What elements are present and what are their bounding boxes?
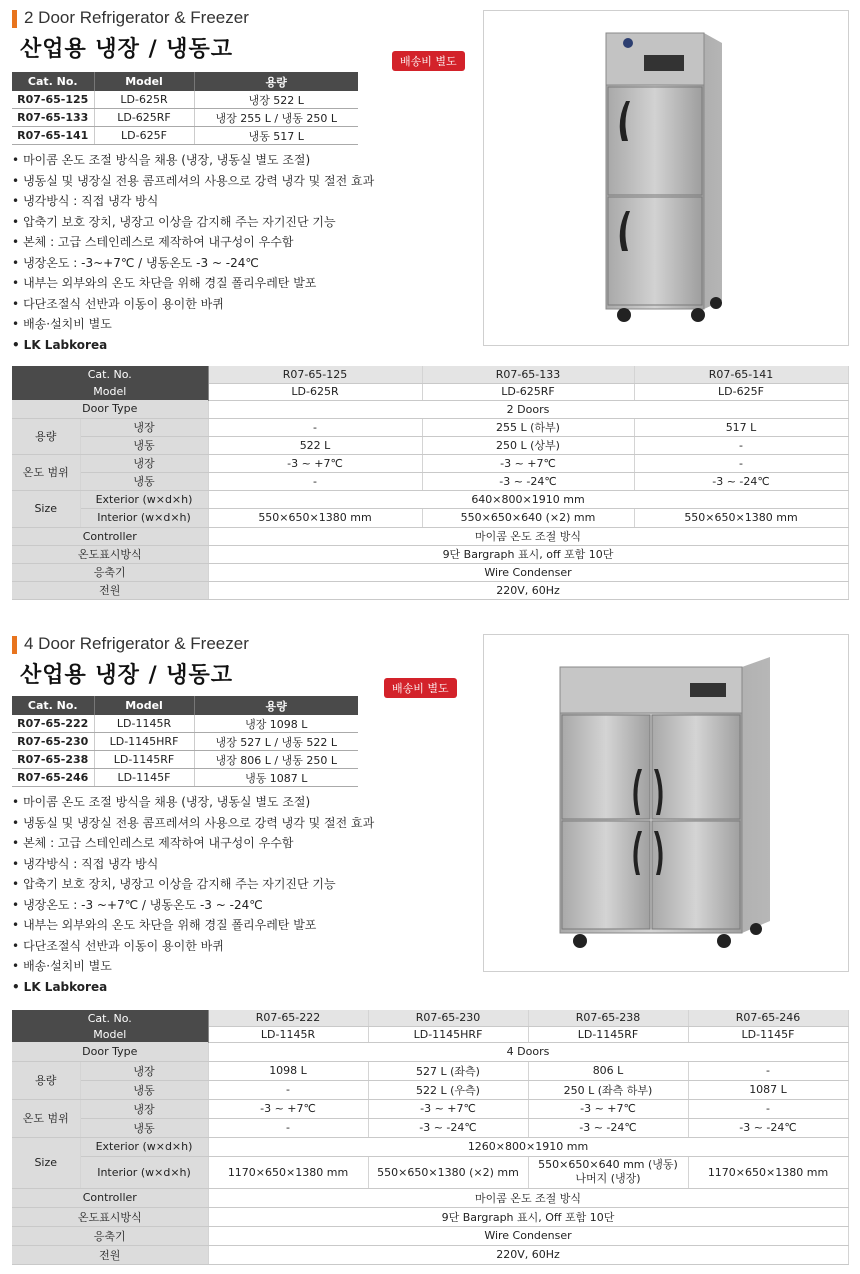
list-item: • 다단조절식 선반과 이동이 용이한 바퀴 bbox=[12, 294, 374, 315]
model-cell: LD-1145HRF bbox=[94, 733, 194, 751]
list-item: • 냉장온도 : -3~+7℃ / 냉동온도 -3 ~ -24℃ bbox=[12, 253, 374, 274]
spec-label-size: Size bbox=[12, 490, 80, 527]
spec-header-cat: Cat. No. bbox=[12, 366, 208, 383]
spec-door-type: 2 Doors bbox=[208, 400, 848, 418]
spec-cat-no: R07-65-133 bbox=[422, 366, 634, 383]
spec-cell: - bbox=[634, 454, 848, 472]
model-cell: LD-625RF bbox=[94, 109, 194, 127]
spec-label-condenser: 응축기 bbox=[12, 1226, 208, 1245]
section-title-en: 4 Door Refrigerator & Freezer bbox=[24, 634, 249, 653]
spec-cell: - bbox=[634, 436, 848, 454]
spec-header-model: Model bbox=[12, 1026, 208, 1042]
spec-cell: -3 ~ +7℃ bbox=[422, 454, 634, 472]
table-row bbox=[12, 769, 358, 787]
spec-sub-exterior: Exterior (w×d×h) bbox=[80, 1137, 208, 1156]
spec-label-power: 전원 bbox=[12, 581, 208, 599]
spec-label-temp: 온도 범위 bbox=[12, 1099, 80, 1137]
list-item: • LK Labkorea bbox=[12, 977, 374, 998]
cat-no-cell: R07-65-230 bbox=[12, 733, 94, 751]
shipping-badge: 배송비 별도 bbox=[384, 678, 457, 698]
spec-sub-cool: 냉장 bbox=[80, 418, 208, 436]
cat-no-cell: R07-65-133 bbox=[12, 109, 94, 127]
model-summary-table bbox=[12, 696, 358, 787]
product-photo-frame bbox=[483, 634, 849, 972]
spec-power: 220V, 60Hz bbox=[208, 581, 848, 599]
spec-sub-interior: Interior (w×d×h) bbox=[80, 1156, 208, 1188]
spec-controller: 마이콤 온도 조절 방식 bbox=[208, 527, 848, 545]
spec-label-door-type: Door Type bbox=[12, 1042, 208, 1061]
four-door-fridge-image bbox=[484, 635, 848, 971]
capacity-cell: 냉장 527 L / 냉동 522 L bbox=[194, 733, 358, 751]
spec-exterior: 1260×800×1910 mm bbox=[208, 1137, 848, 1156]
list-item: • 냉각방식 : 직접 냉각 방식 bbox=[12, 191, 374, 212]
spec-cell: - bbox=[208, 1118, 368, 1137]
table-row bbox=[12, 91, 358, 109]
spec-table bbox=[12, 1010, 849, 1265]
spec-condenser: Wire Condenser bbox=[208, 563, 848, 581]
spec-sub-freeze: 냉동 bbox=[80, 1118, 208, 1137]
list-item: • 본체 : 고급 스테인레스로 제작하여 내구성이 우수함 bbox=[12, 232, 374, 253]
col-header: Cat. No. bbox=[12, 696, 94, 715]
spec-cell: 1098 L bbox=[208, 1061, 368, 1080]
spec-cat-no: R07-65-246 bbox=[688, 1010, 848, 1026]
spec-sub-freeze: 냉동 bbox=[80, 436, 208, 454]
spec-cell: - bbox=[208, 1080, 368, 1099]
cat-no-cell: R07-65-125 bbox=[12, 91, 94, 109]
spec-cell: -3 ~ -24℃ bbox=[528, 1118, 688, 1137]
spec-label-display: 온도표시방식 bbox=[12, 545, 208, 563]
spec-cell: 1170×650×1380 mm bbox=[208, 1156, 368, 1188]
list-item: • 내부는 외부와의 온도 차단을 위해 경질 폴리우레탄 발포 bbox=[12, 915, 374, 936]
spec-cat-no: R07-65-222 bbox=[208, 1010, 368, 1026]
spec-cat-no: R07-65-125 bbox=[208, 366, 422, 383]
spec-cell: -3 ~ -24℃ bbox=[422, 472, 634, 490]
capacity-cell: 냉동 517 L bbox=[194, 127, 358, 145]
table-row bbox=[12, 109, 358, 127]
spec-exterior: 640×800×1910 mm bbox=[208, 490, 848, 508]
spec-cell: 517 L bbox=[634, 418, 848, 436]
spec-cell: 550×650×640 (×2) mm bbox=[422, 508, 634, 527]
spec-cell: - bbox=[208, 472, 422, 490]
spec-cell: -3 ~ +7℃ bbox=[208, 1099, 368, 1118]
list-item: • 냉장온도 : -3 ~+7℃ / 냉동온도 -3 ~ -24℃ bbox=[12, 895, 374, 916]
spec-power: 220V, 60Hz bbox=[208, 1245, 848, 1264]
spec-cell: 522 L (우측) bbox=[368, 1080, 528, 1099]
spec-cell: -3 ~ +7℃ bbox=[528, 1099, 688, 1118]
cat-no-cell: R07-65-238 bbox=[12, 751, 94, 769]
feature-list bbox=[12, 792, 374, 997]
shipping-badge: 배송비 별도 bbox=[392, 51, 465, 71]
list-item: • 냉동실 및 냉장실 전용 콤프레셔의 사용으로 강력 냉각 및 절전 효과 bbox=[12, 171, 374, 192]
col-header: Model bbox=[94, 72, 194, 91]
model-summary-table bbox=[12, 72, 358, 145]
spec-display: 9단 Bargraph 표시, off 포함 10단 bbox=[208, 545, 848, 563]
spec-label-temp: 온도 범위 bbox=[12, 454, 80, 490]
spec-cell: 527 L (좌측) bbox=[368, 1061, 528, 1080]
col-header: 용량 bbox=[194, 72, 358, 91]
spec-cat-no: R07-65-238 bbox=[528, 1010, 688, 1026]
spec-cell: 1087 L bbox=[688, 1080, 848, 1099]
spec-cell: 550×650×1380 mm bbox=[634, 508, 848, 527]
spec-label-capacity: 용량 bbox=[12, 418, 80, 454]
spec-header-cat: Cat. No. bbox=[12, 1010, 208, 1026]
spec-cell: 806 L bbox=[528, 1061, 688, 1080]
section-title-en: 2 Door Refrigerator & Freezer bbox=[24, 8, 249, 27]
product-photo-frame bbox=[483, 10, 849, 346]
spec-label-display: 온도표시방식 bbox=[12, 1207, 208, 1226]
capacity-cell: 냉동 1087 L bbox=[194, 769, 358, 787]
spec-cell: 550×650×1380 mm bbox=[208, 508, 422, 527]
list-item: • 냉각방식 : 직접 냉각 방식 bbox=[12, 854, 374, 875]
spec-cell: 250 L (좌측 하부) bbox=[528, 1080, 688, 1099]
section-4-door bbox=[0, 626, 860, 1274]
model-cell: LD-625F bbox=[94, 127, 194, 145]
cat-no-cell: R07-65-246 bbox=[12, 769, 94, 787]
spec-sub-interior: Interior (w×d×h) bbox=[80, 508, 208, 527]
spec-cell: - bbox=[688, 1099, 848, 1118]
spec-header-model: Model bbox=[12, 383, 208, 400]
spec-label-capacity: 용량 bbox=[12, 1061, 80, 1099]
spec-model: LD-1145R bbox=[208, 1026, 368, 1042]
spec-cell: -3 ~ +7℃ bbox=[368, 1099, 528, 1118]
spec-cell: -3 ~ +7℃ bbox=[208, 454, 422, 472]
spec-sub-freeze: 냉동 bbox=[80, 1080, 208, 1099]
spec-sub-cool: 냉장 bbox=[80, 454, 208, 472]
spec-cell: 250 L (상부) bbox=[422, 436, 634, 454]
spec-label-door-type: Door Type bbox=[12, 400, 208, 418]
spec-sub-cool: 냉장 bbox=[80, 1099, 208, 1118]
spec-cat-no: R07-65-230 bbox=[368, 1010, 528, 1026]
table-row bbox=[12, 715, 358, 733]
col-header: Model bbox=[94, 696, 194, 715]
spec-model: LD-625F bbox=[634, 383, 848, 400]
spec-cell: -3 ~ -24℃ bbox=[634, 472, 848, 490]
spec-condenser: Wire Condenser bbox=[208, 1226, 848, 1245]
spec-model: LD-1145F bbox=[688, 1026, 848, 1042]
spec-cell: 550×650×1380 (×2) mm bbox=[368, 1156, 528, 1188]
spec-interior-line: 나머지 (냉장) bbox=[575, 1172, 641, 1185]
section-title-ko: 산업용 냉장 / 냉동고 bbox=[20, 37, 234, 62]
spec-sub-exterior: Exterior (w×d×h) bbox=[80, 490, 208, 508]
spec-model: LD-625R bbox=[208, 383, 422, 400]
section-2-door bbox=[0, 0, 860, 610]
table-row bbox=[12, 751, 358, 769]
model-cell: LD-625R bbox=[94, 91, 194, 109]
section-accent-bar bbox=[12, 10, 17, 28]
list-item: • 마이콤 온도 조절 방식을 채용 (냉장, 냉동실 별도 조절) bbox=[12, 150, 374, 171]
list-item: • 다단조절식 선반과 이동이 용이한 바퀴 bbox=[12, 936, 374, 957]
cat-no-cell: R07-65-222 bbox=[12, 715, 94, 733]
list-item: • 내부는 외부와의 온도 차단을 위해 경질 폴리우레탄 발포 bbox=[12, 273, 374, 294]
capacity-cell: 냉장 806 L / 냉동 250 L bbox=[194, 751, 358, 769]
section-accent-bar bbox=[12, 636, 17, 654]
capacity-cell: 냉장 255 L / 냉동 250 L bbox=[194, 109, 358, 127]
list-item: • 배송·설치비 별도 bbox=[12, 956, 374, 977]
list-item: • 본체 : 고급 스테인레스로 제작하여 내구성이 우수함 bbox=[12, 833, 374, 854]
spec-model: LD-625RF bbox=[422, 383, 634, 400]
cat-no-cell: R07-65-141 bbox=[12, 127, 94, 145]
list-item: • LK Labkorea bbox=[12, 335, 374, 356]
two-door-fridge-image bbox=[484, 11, 848, 345]
section-title-ko: 산업용 냉장 / 냉동고 bbox=[20, 663, 234, 688]
list-item: • 마이콤 온도 조절 방식을 채용 (냉장, 냉동실 별도 조절) bbox=[12, 792, 374, 813]
spec-cell: - bbox=[208, 418, 422, 436]
table-row bbox=[12, 127, 358, 145]
list-item: • 압축기 보호 장치, 냉장고 이상을 감지해 주는 자기진단 기능 bbox=[12, 212, 374, 233]
list-item: • 압축기 보호 장치, 냉장고 이상을 감지해 주는 자기진단 기능 bbox=[12, 874, 374, 895]
capacity-cell: 냉장 522 L bbox=[194, 91, 358, 109]
spec-cell: - bbox=[688, 1061, 848, 1080]
spec-door-type: 4 Doors bbox=[208, 1042, 848, 1061]
spec-label-controller: Controller bbox=[12, 527, 208, 545]
model-cell: LD-1145RF bbox=[94, 751, 194, 769]
spec-cell: -3 ~ -24℃ bbox=[688, 1118, 848, 1137]
col-header: Cat. No. bbox=[12, 72, 94, 91]
list-item: • 배송·설치비 별도 bbox=[12, 314, 374, 335]
spec-controller: 마이콤 온도 조절 방식 bbox=[208, 1188, 848, 1207]
spec-cell: -3 ~ -24℃ bbox=[368, 1118, 528, 1137]
spec-cell: 522 L bbox=[208, 436, 422, 454]
spec-model: LD-1145RF bbox=[528, 1026, 688, 1042]
spec-label-controller: Controller bbox=[12, 1188, 208, 1207]
col-header: 용량 bbox=[194, 696, 358, 715]
spec-label-size: Size bbox=[12, 1137, 80, 1188]
spec-label-condenser: 응축기 bbox=[12, 563, 208, 581]
spec-sub-freeze: 냉동 bbox=[80, 472, 208, 490]
table-row bbox=[12, 733, 358, 751]
spec-label-power: 전원 bbox=[12, 1245, 208, 1264]
model-cell: LD-1145F bbox=[94, 769, 194, 787]
spec-cat-no: R07-65-141 bbox=[634, 366, 848, 383]
spec-cell: 255 L (하부) bbox=[422, 418, 634, 436]
spec-model: LD-1145HRF bbox=[368, 1026, 528, 1042]
spec-sub-cool: 냉장 bbox=[80, 1061, 208, 1080]
feature-list bbox=[12, 150, 374, 355]
spec-table bbox=[12, 366, 849, 600]
list-item: • 냉동실 및 냉장실 전용 콤프레셔의 사용으로 강력 냉각 및 절전 효과 bbox=[12, 813, 374, 834]
spec-cell: 1170×650×1380 mm bbox=[688, 1156, 848, 1188]
spec-cell-multiline bbox=[528, 1156, 688, 1188]
spec-display: 9단 Bargraph 표시, Off 포함 10단 bbox=[208, 1207, 848, 1226]
capacity-cell: 냉장 1098 L bbox=[194, 715, 358, 733]
spec-interior-line: 550×650×640 mm (냉동) bbox=[538, 1158, 678, 1171]
model-cell: LD-1145R bbox=[94, 715, 194, 733]
